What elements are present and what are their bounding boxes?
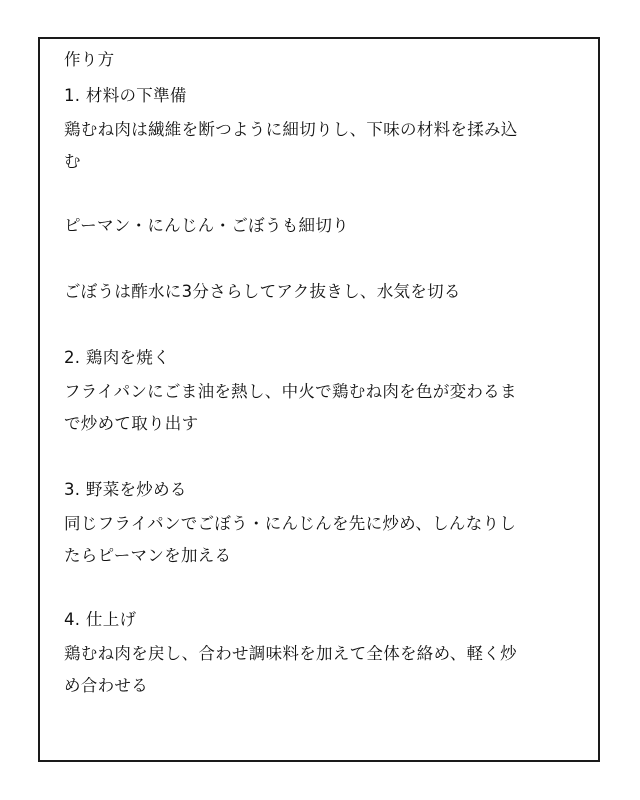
step-1-text-line: ごぼうは酢水に3分さらしてアク抜きし、水気を切る — [64, 282, 461, 301]
document-heading: 作り方 — [64, 50, 115, 69]
step-3-text-line: たらピーマンを加える — [64, 546, 232, 565]
step-1-text-line: 鶏むね肉は繊維を断つように細切りし、下味の材料を揉み込 — [64, 120, 518, 139]
step-3-title: 3. 野菜を炒める — [64, 480, 187, 499]
step-4-title: 4. 仕上げ — [64, 610, 137, 629]
step-3-text-line: 同じフライパンでごぼう・にんじんを先に炒め、しんなりし — [64, 514, 517, 533]
step-2-text-line: で炒めて取り出す — [64, 414, 199, 433]
step-1-text-line: ピーマン・にんじん・ごぼうも細切り — [64, 216, 349, 235]
step-1-title: 1. 材料の下準備 — [64, 86, 187, 105]
step-2-title: 2. 鶏肉を焼く — [64, 348, 170, 367]
step-2-text-line: フライパンにごま油を熱し、中火で鶏むね肉を色が変わるま — [64, 382, 517, 401]
step-1-text-line: む — [64, 152, 81, 171]
step-4-text-line: 鶏むね肉を戻し、合わせ調味料を加えて全体を絡め、軽く炒 — [64, 644, 517, 663]
step-4-text-line: め合わせる — [64, 676, 148, 695]
